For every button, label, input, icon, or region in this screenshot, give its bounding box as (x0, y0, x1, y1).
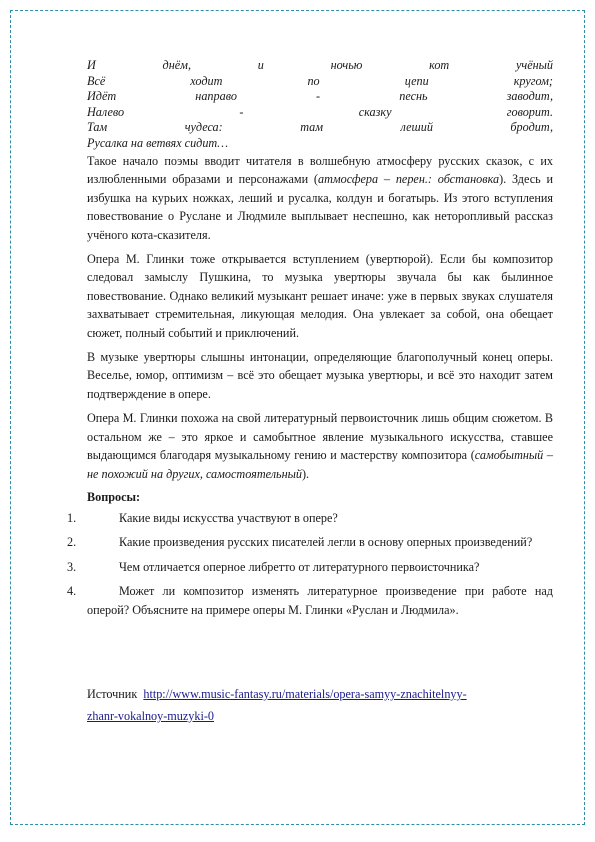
document-body (67, 58, 553, 625)
poem-line: Там чудеса: там леший бродит, (87, 120, 553, 134)
definition-atmosphere: атмосфера – перен.: обстановка (317, 172, 500, 187)
question-item (67, 558, 553, 576)
definition-samobytny: самобытный – не похожий на других, самостоятельный (87, 448, 553, 481)
question-number: 3. (67, 559, 77, 574)
question-text: Какие виды искусства участвуют в опере? (119, 510, 338, 525)
questions-list (67, 509, 553, 619)
poem-line: Русалка на ветвях сидит… (87, 135, 229, 150)
poem-line: Всё ходит по цепи кругом; (87, 73, 553, 88)
poem-line: И днём, и ночью кот учёный (87, 58, 553, 72)
question-number: 4. (67, 584, 77, 599)
question-item (67, 509, 553, 527)
question-text: Может ли композитор изменять литературное произведение при работе над оперой? Объясните на примере оперы М. Глинки «Руслан и Людмила». (87, 584, 553, 617)
paragraph-overture: Опера М. Глинки тоже открывается вступлением (увертюрой). Если бы композитор следовал замыслу Пушкина, то музыка увертюры звучала бы как былинное повествование. Однако великий музыкант решает иначе: уже в первых звуках слушателя захватывает стремительная, ликующая мелодия. Она увлекает за собой, она обещает сюжет, полный событий и приключений. (87, 252, 553, 340)
questions-heading: Вопросы: (87, 489, 141, 504)
source-citation (87, 683, 557, 727)
paragraph-music: В музыке увертюры слышны интонации, определяющие благополучный конец оперы. Веселье, юмор, оптимизм – всё это обещает музыка увертюры, и всё это находит затем подтверждение в опере. (87, 350, 553, 401)
source-link[interactable]: http://www.music-fantasy.ru/materials/opera-samyy-znachitelnyy- zhanr-vokalnoy-muzyki-0 (87, 687, 467, 723)
question-text: Какие произведения русских писателей легли в основу оперных произведений? (119, 535, 533, 550)
poem-excerpt (87, 58, 553, 151)
poem-line: Идёт направо - песнь заводит, (87, 89, 553, 103)
question-text: Чем отличается оперное либретто от литературного первоисточника? (119, 559, 480, 574)
paragraph-comparison: Опера М. Глинки похожа на свой литературный первоисточник лишь общим сюжетом. В остальном же – это яркое и самобытное явление музыкального искусства, ставшее выдающимся благодаря музыкальному гению и мастерству композитора (самобытный – не похожий на других, самостоятельный). (87, 411, 553, 481)
question-item (67, 533, 553, 551)
poem-line: Налево - сказку говорит. (87, 104, 553, 119)
question-number: 2. (67, 535, 77, 550)
paragraph-intro: Такое начало поэмы вводит читателя в волшебную атмосферу русских сказок, с их излюбленными образами и персонажами (атмосфера – перен.: обстановка). Здесь и избушка на курьих ножках, леший и русалка, колдун и богатырь. Из этого вступления повествование о Руслане и Людмиле выплывает неспешно, как неторопливый рассказ учёного кота-сказителя. (87, 154, 553, 242)
question-item (67, 582, 553, 619)
source-label: Источник (87, 687, 138, 701)
question-number: 1. (67, 510, 77, 525)
